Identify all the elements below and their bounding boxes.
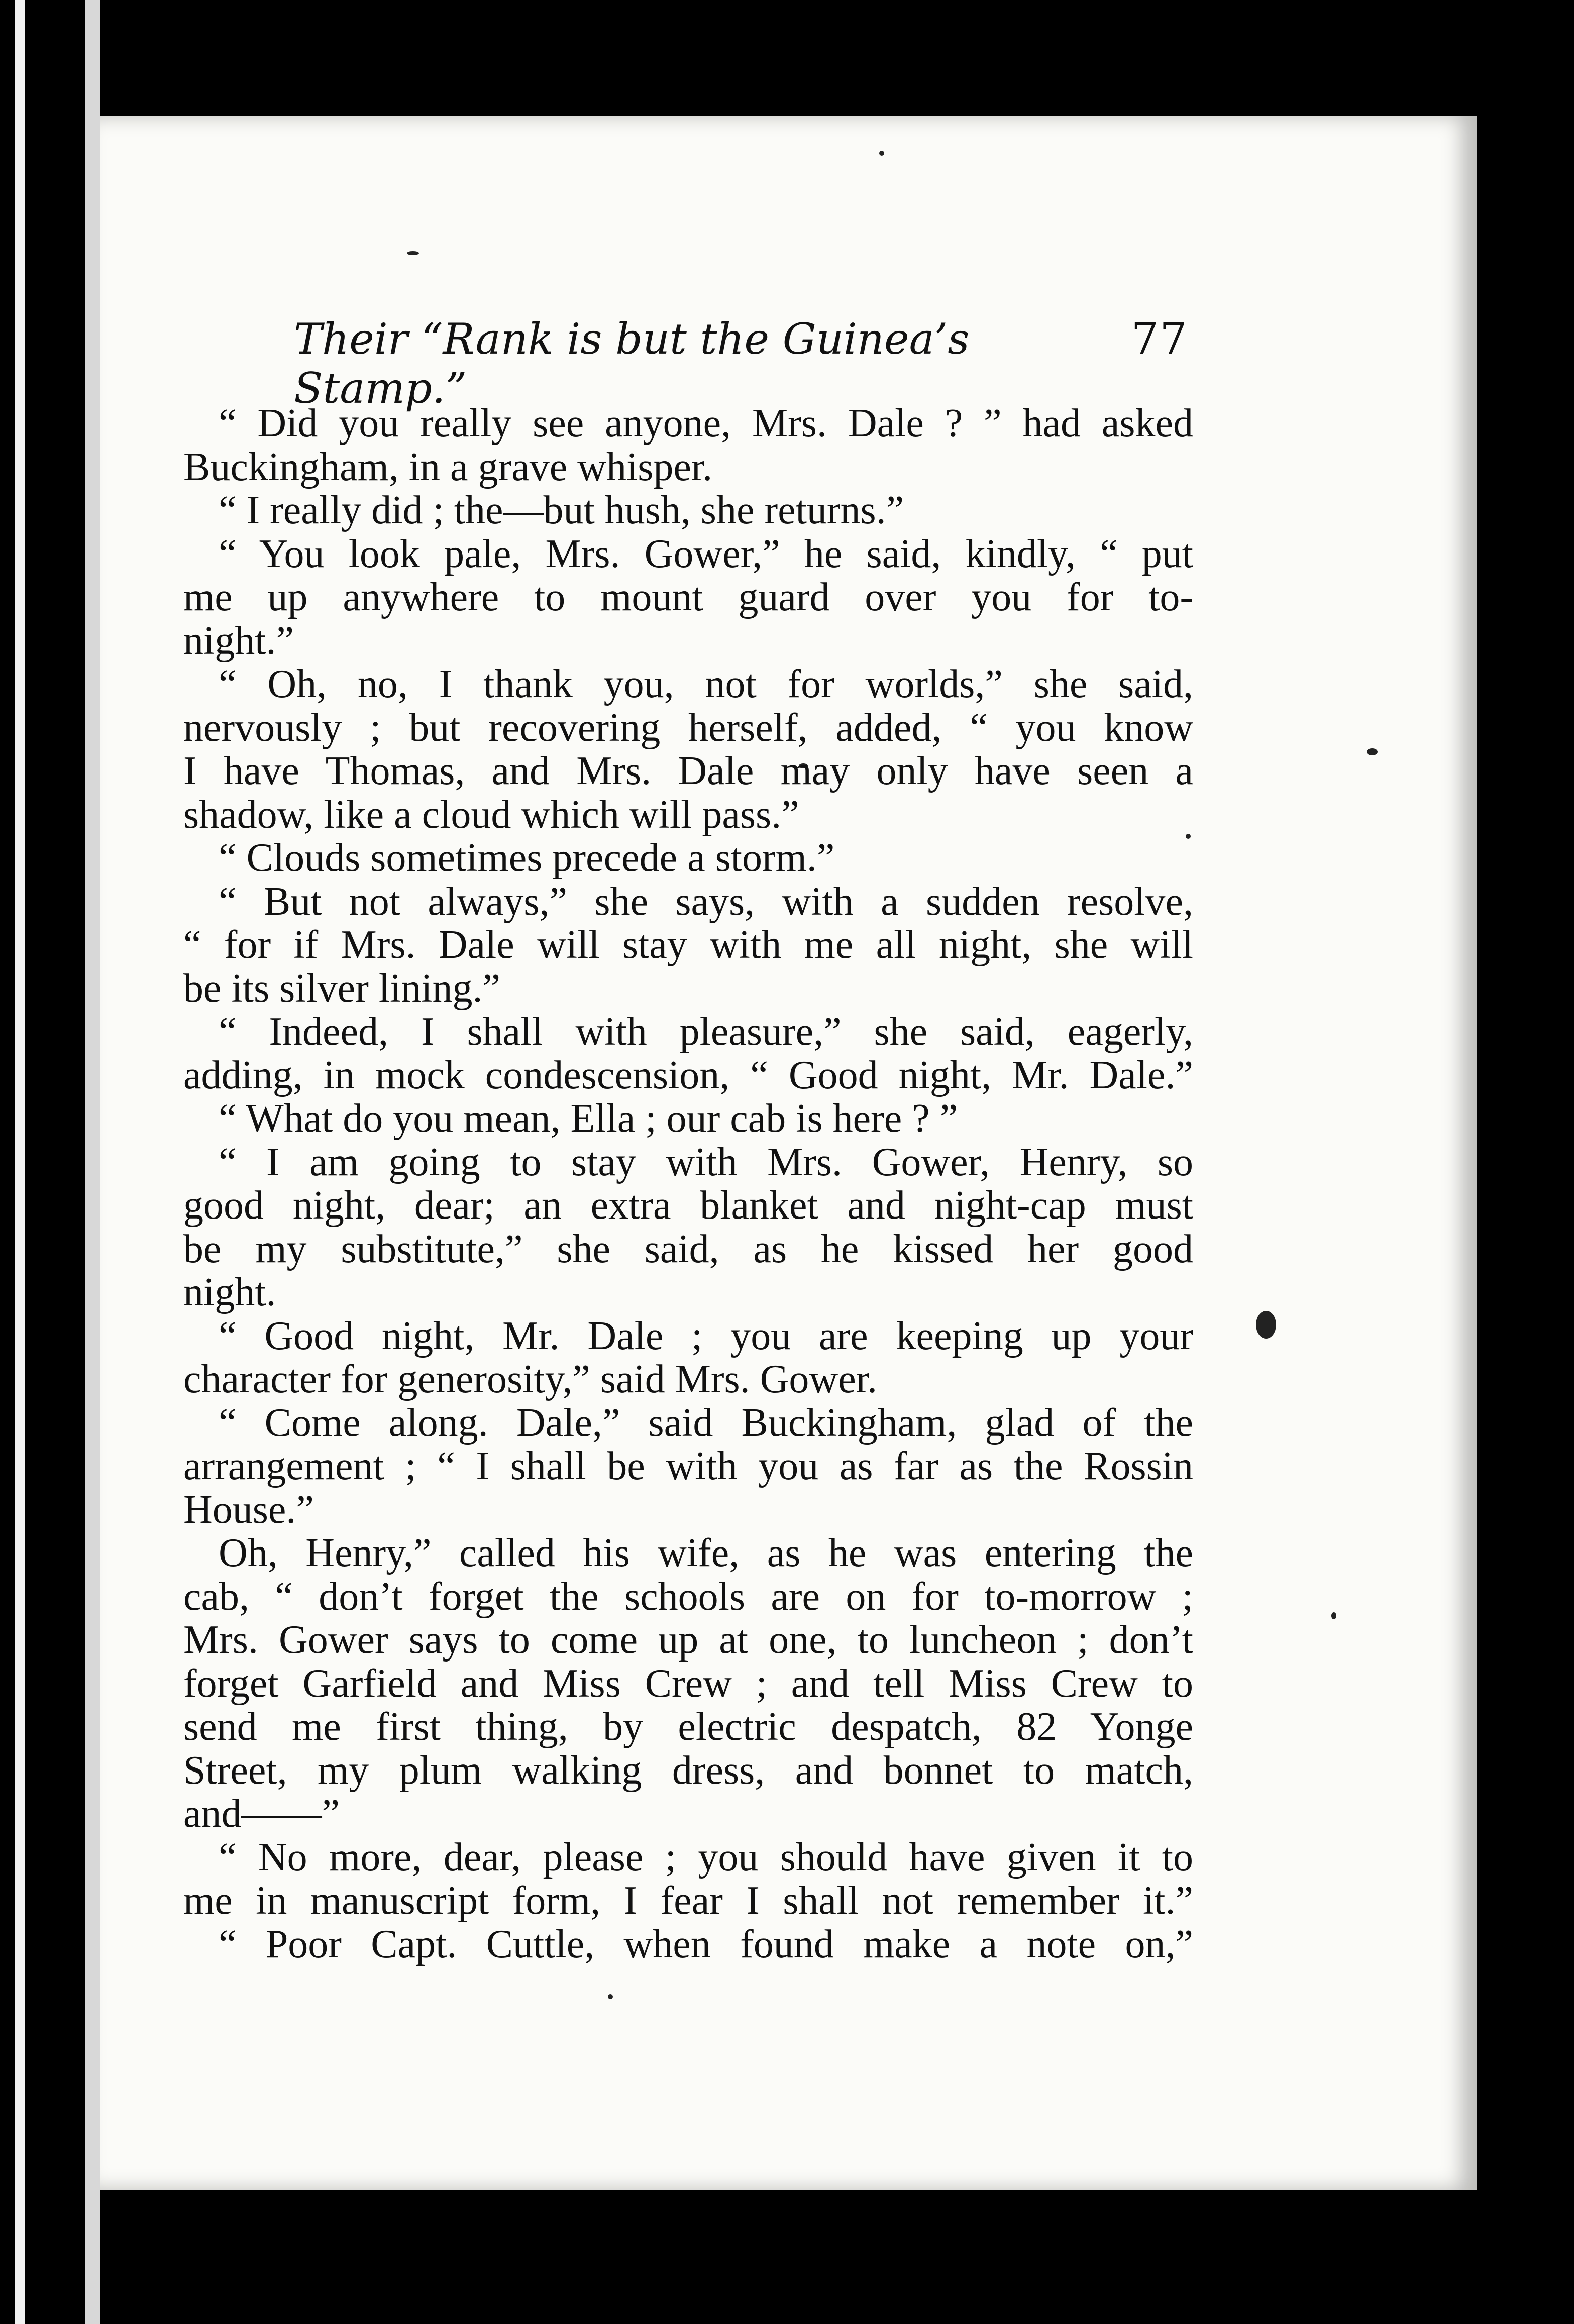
text-line: night.”	[183, 618, 294, 663]
text-line: “ I really did ; the—but hush, she returns.”	[219, 488, 904, 532]
text-line: good night, dear; an extra blanket and night-cap must	[183, 1183, 1193, 1228]
text-line: and——”	[183, 1792, 340, 1836]
book-gutter-edge	[0, 0, 100, 2324]
text-line: “ What do you mean, Ella ; our cab is here ? ”	[219, 1096, 958, 1141]
text-line: cab, “ don’t forget the schools are on for to-morrow ;	[183, 1574, 1193, 1619]
text-line: adding, in mock condescension, “ Good night, Mr. Dale.”	[183, 1053, 1193, 1097]
text-line: “ But not always,” she says, with a sudden resolve,	[219, 879, 1193, 924]
text-line: forget Garfield and Miss Crew ; and tell Miss Crew to	[183, 1661, 1193, 1706]
text-line: House.”	[183, 1487, 314, 1532]
text-line: I have Thomas, and Mrs. Dale may only have seen a	[183, 749, 1193, 793]
page-number: 77	[1131, 314, 1188, 364]
text-line: “ Did you really see anyone, Mrs. Dale ? ” had asked	[219, 401, 1193, 446]
text-line: Street, my plum walking dress, and bonnet to match,	[183, 1748, 1193, 1793]
text-line: me in manuscript form, I fear I shall not remember it.”	[183, 1878, 1193, 1923]
text-line: be its silver lining.”	[183, 966, 501, 1011]
text-line: shadow, like a cloud which will pass.”	[183, 792, 799, 837]
text-line: “ I am going to stay with Mrs. Gower, Henry, so	[219, 1140, 1193, 1184]
text-line: arrangement ; “ I shall be with you as far as the Rossin	[183, 1444, 1193, 1488]
text-line: night.	[183, 1270, 276, 1314]
text-line: Buckingham, in a grave whisper.	[183, 445, 713, 489]
text-line: me up anywhere to mount guard over you for to-	[183, 575, 1193, 619]
text-line: “ No more, dear, please ; you should have given it to	[219, 1835, 1193, 1879]
text-line: “ Indeed, I shall with pleasure,” she said, eagerly,	[219, 1010, 1193, 1054]
text-line: be my substitute,” she said, as he kissed her good	[183, 1227, 1193, 1271]
running-header	[294, 314, 1188, 413]
text-line: “ Clouds sometimes precede a storm.”	[219, 836, 835, 880]
text-line: “ Come along. Dale,” said Buckingham, glad of the	[219, 1400, 1193, 1445]
text-line: send me first thing, by electric despatch, 82 Yonge	[183, 1705, 1193, 1749]
text-line: Oh, Henry,” called his wife, as he was entering the	[219, 1531, 1193, 1575]
text-line: “ Poor Capt. Cuttle, when found make a note on,”	[219, 1922, 1193, 1966]
text-line: Mrs. Gower says to come up at one, to luncheon ; don’t	[183, 1618, 1193, 1662]
text-line: nervously ; but recovering herself, added, “ you know	[183, 705, 1193, 750]
text-line: “ Good night, Mr. Dale ; you are keeping up your	[219, 1313, 1193, 1358]
running-title: Their “Rank is but the Guinea’s Stamp.”	[294, 314, 970, 413]
text-line: “ Oh, no, I thank you, not for worlds,” she said,	[219, 662, 1193, 706]
text-line: character for generosity,” said Mrs. Gower.	[183, 1357, 877, 1401]
body-text	[183, 402, 1193, 1966]
text-line: “ for if Mrs. Dale will stay with me all night, she will	[183, 923, 1193, 967]
text-line: “ You look pale, Mrs. Gower,” he said, kindly, “ put	[219, 531, 1193, 576]
